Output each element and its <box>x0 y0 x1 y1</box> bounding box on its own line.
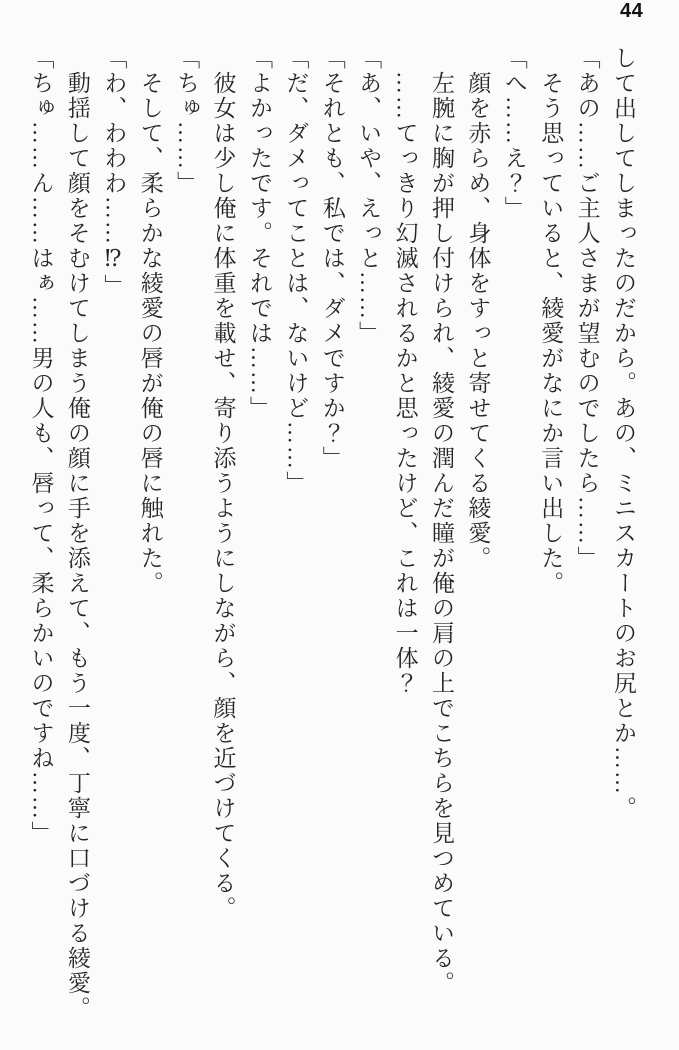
paragraph: 「ちゅ……ん……はぁ……男の人も、唇って、柔らかいのですね……」 <box>28 46 54 846</box>
paragraph: 「ちゅ……」 <box>174 46 200 196</box>
paragraph: 「それとも、私では、ダメですか？」 <box>319 46 345 471</box>
paragraph: 動揺して顔をそむけてしまう俺の顔に手を添えて、もう一度、丁寧に口づける綾愛。 <box>64 46 90 1021</box>
paragraph: 顔を赤らめ、身体をすっと寄せてくる綾愛。 <box>465 46 491 571</box>
paragraph: ……てっきり幻滅されるかと思ったけど、これは一体？ <box>392 46 418 696</box>
paragraph: そう思っていると、綾愛がなにか言い出した。 <box>538 46 564 596</box>
vertical-text-body <box>22 46 641 1046</box>
paragraph: して出してしまったのだから。あの、ミニスカートのお尻とか……。 <box>611 46 636 821</box>
paragraph: 「だ、ダメってことは、ないけど……」 <box>283 46 309 496</box>
paragraph: 左腕に胸が押し付けられ、綾愛の潤んだ瞳が俺の肩の上でこちらを見つめている。 <box>428 46 454 996</box>
paragraph: 「よかったです。それでは……」 <box>246 46 272 421</box>
paragraph: そして、柔らかな綾愛の唇が俺の唇に触れた。 <box>137 46 163 596</box>
paragraph: 「あ、いや、えっと……」 <box>356 46 382 346</box>
page-number: 44 <box>620 0 644 22</box>
paragraph: 「あの……ご主人さまが望むのでしたら……」 <box>574 46 600 571</box>
paragraph: 「わ、わわわ……⁉」 <box>101 46 127 299</box>
paragraph: 彼女は少し俺に体重を載せ、寄り添うようにしながら、顔を近づけてくる。 <box>210 46 236 921</box>
paragraph: 「へ……え？」 <box>501 46 527 221</box>
